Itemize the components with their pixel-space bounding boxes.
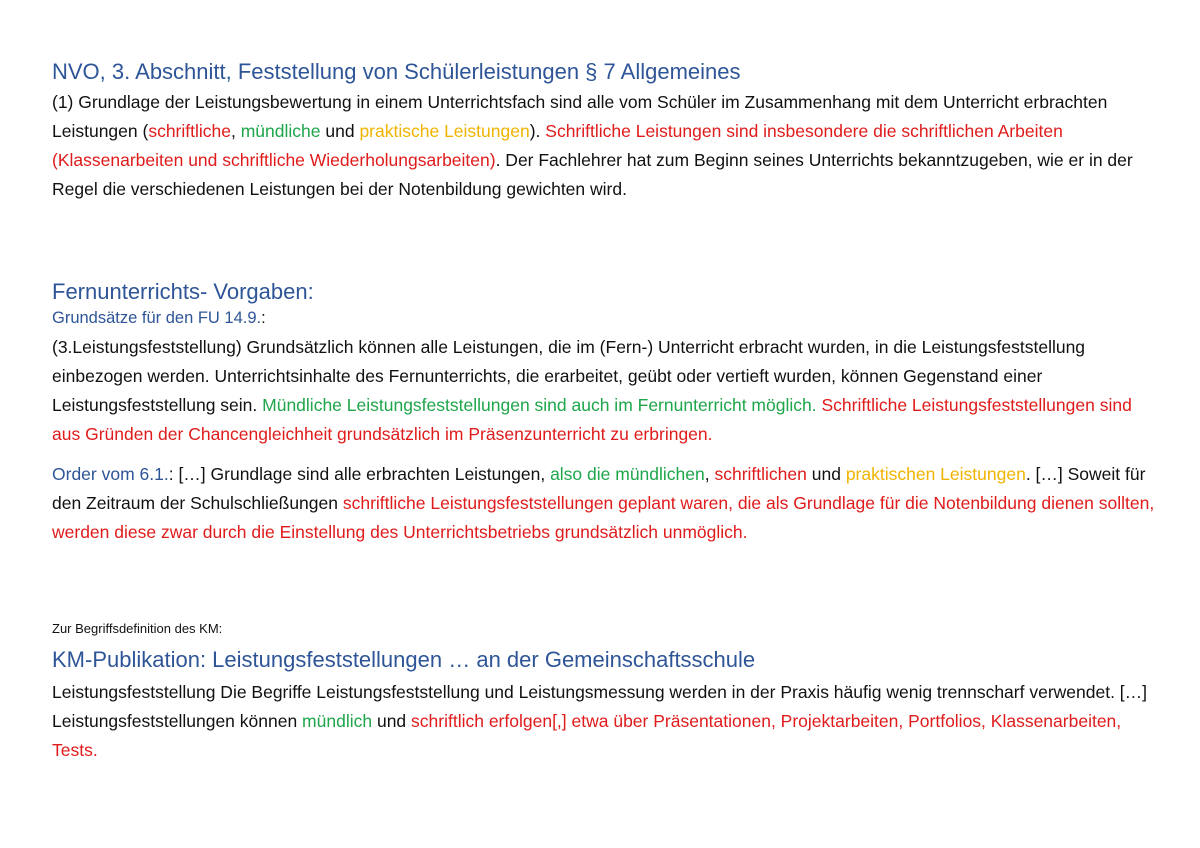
text-run: . Der Fachlehrer hat zum Beginn seines Unterrichts bekanntzugeben, wie er in der Regel die verschiedenen Leistungen bei der Notenbildung gewichten wird. bbox=[52, 150, 1133, 199]
text-red-highlight: Schriftliche Leistungen sind insbesondere die schriftlichen Arbeiten (Klassenarbeiten und schriftliche Wiederholungsarbeiten) bbox=[52, 121, 1063, 170]
subheading-text: Grundsätze für den FU 14.9. bbox=[52, 309, 262, 327]
order-paragraph bbox=[52, 460, 1162, 547]
text-green-highlight: also die mündlichen bbox=[550, 464, 705, 484]
text-green-highlight: Mündliche Leistungsfeststellungen sind auch im Fernunterricht möglich. bbox=[262, 395, 817, 415]
section-km bbox=[52, 620, 1162, 765]
section-nvo-heading: NVO, 3. Abschnitt, Feststellung von Schülerleistungen § 7 Allgemeines bbox=[52, 59, 741, 84]
section-fernunterricht-paragraph bbox=[52, 333, 1162, 449]
text-schriftliche: schriftliche bbox=[148, 121, 231, 141]
text-yellow-highlight: praktischen Leistungen bbox=[845, 464, 1026, 484]
section-fernunterricht-subheading bbox=[52, 306, 1162, 330]
text-run: und bbox=[320, 121, 360, 141]
section-fernunterricht bbox=[52, 278, 1162, 547]
text-red-highlight: schriftlichen bbox=[714, 464, 807, 484]
section-nvo bbox=[52, 58, 1162, 204]
order-label: Order vom 6.1. bbox=[52, 464, 169, 484]
section-km-note: Zur Begriffsdefinition des KM: bbox=[52, 621, 223, 636]
section-km-heading: KM-Publikation: Leistungsfeststellungen … an der Gemeinschaftsschule bbox=[52, 647, 756, 672]
text-run: ). bbox=[529, 121, 546, 141]
text-run: (1) Grundlage der Leistungsbewertung in einem Unterrichtsfach sind alle vom Schüler im Zusammenhang mit dem Unterricht erbrachten Leistungen ( bbox=[52, 92, 1108, 141]
text-run: , bbox=[231, 121, 241, 141]
text-run: . […] Soweit für den Zeitraum der Schulschließungen bbox=[52, 464, 1146, 513]
text-red-highlight: Schriftliche Leistungsfeststellungen sind aus Gründen der Chancengleichheit grundsätzlich im Präsenzunterricht zu erbringen. bbox=[52, 395, 1132, 444]
text-muendliche: mündliche bbox=[240, 121, 321, 141]
text-run: und bbox=[372, 711, 412, 731]
section-fernunterricht-heading: Fernunterrichts- Vorgaben: bbox=[52, 279, 314, 304]
text-green-highlight: mündlich bbox=[302, 711, 373, 731]
section-km-paragraph bbox=[52, 678, 1162, 765]
subheading-colon: : bbox=[261, 309, 266, 327]
section-nvo-paragraph bbox=[52, 88, 1162, 204]
text-run: : […] Grundlage sind alle erbrachten Leistungen, bbox=[168, 464, 551, 484]
text-run: (3.Leistungsfeststellung) Grundsätzlich können alle Leistungen, die im (Fern-) Unterricht erbracht wurden, in die Leistungsfeststellung einbezogen werden. Unterrichtsinhalte des Fernunterrichts, die erarbeitet, geübt oder vertieft wurden, können Gegenstand einer Leistungsfeststellung sein. bbox=[52, 337, 1086, 415]
text-red-highlight: schriftliche Leistungsfeststellungen geplant waren, die als Grundlage für die Notenbildung dienen sollten, werden diese zwar durch die Einstellung des Unterrichtsbetriebs grundsätzlich unmöglich. bbox=[52, 493, 1155, 542]
text-run: , bbox=[704, 464, 715, 484]
text-run: und bbox=[806, 464, 846, 484]
text-red-highlight: schriftlich erfolgen[,] etwa über Präsentationen, Projektarbeiten, Portfolios, Klassenarbeiten, Tests. bbox=[52, 711, 1122, 760]
text-run: Leistungsfeststellung Die Begriffe Leistungsfeststellung und Leistungsmessung werden in der Praxis häufig wenig trennscharf verwendet. […] Leistungsfeststellungen können bbox=[52, 682, 1148, 731]
text-praktische: praktische Leistungen bbox=[359, 121, 530, 141]
